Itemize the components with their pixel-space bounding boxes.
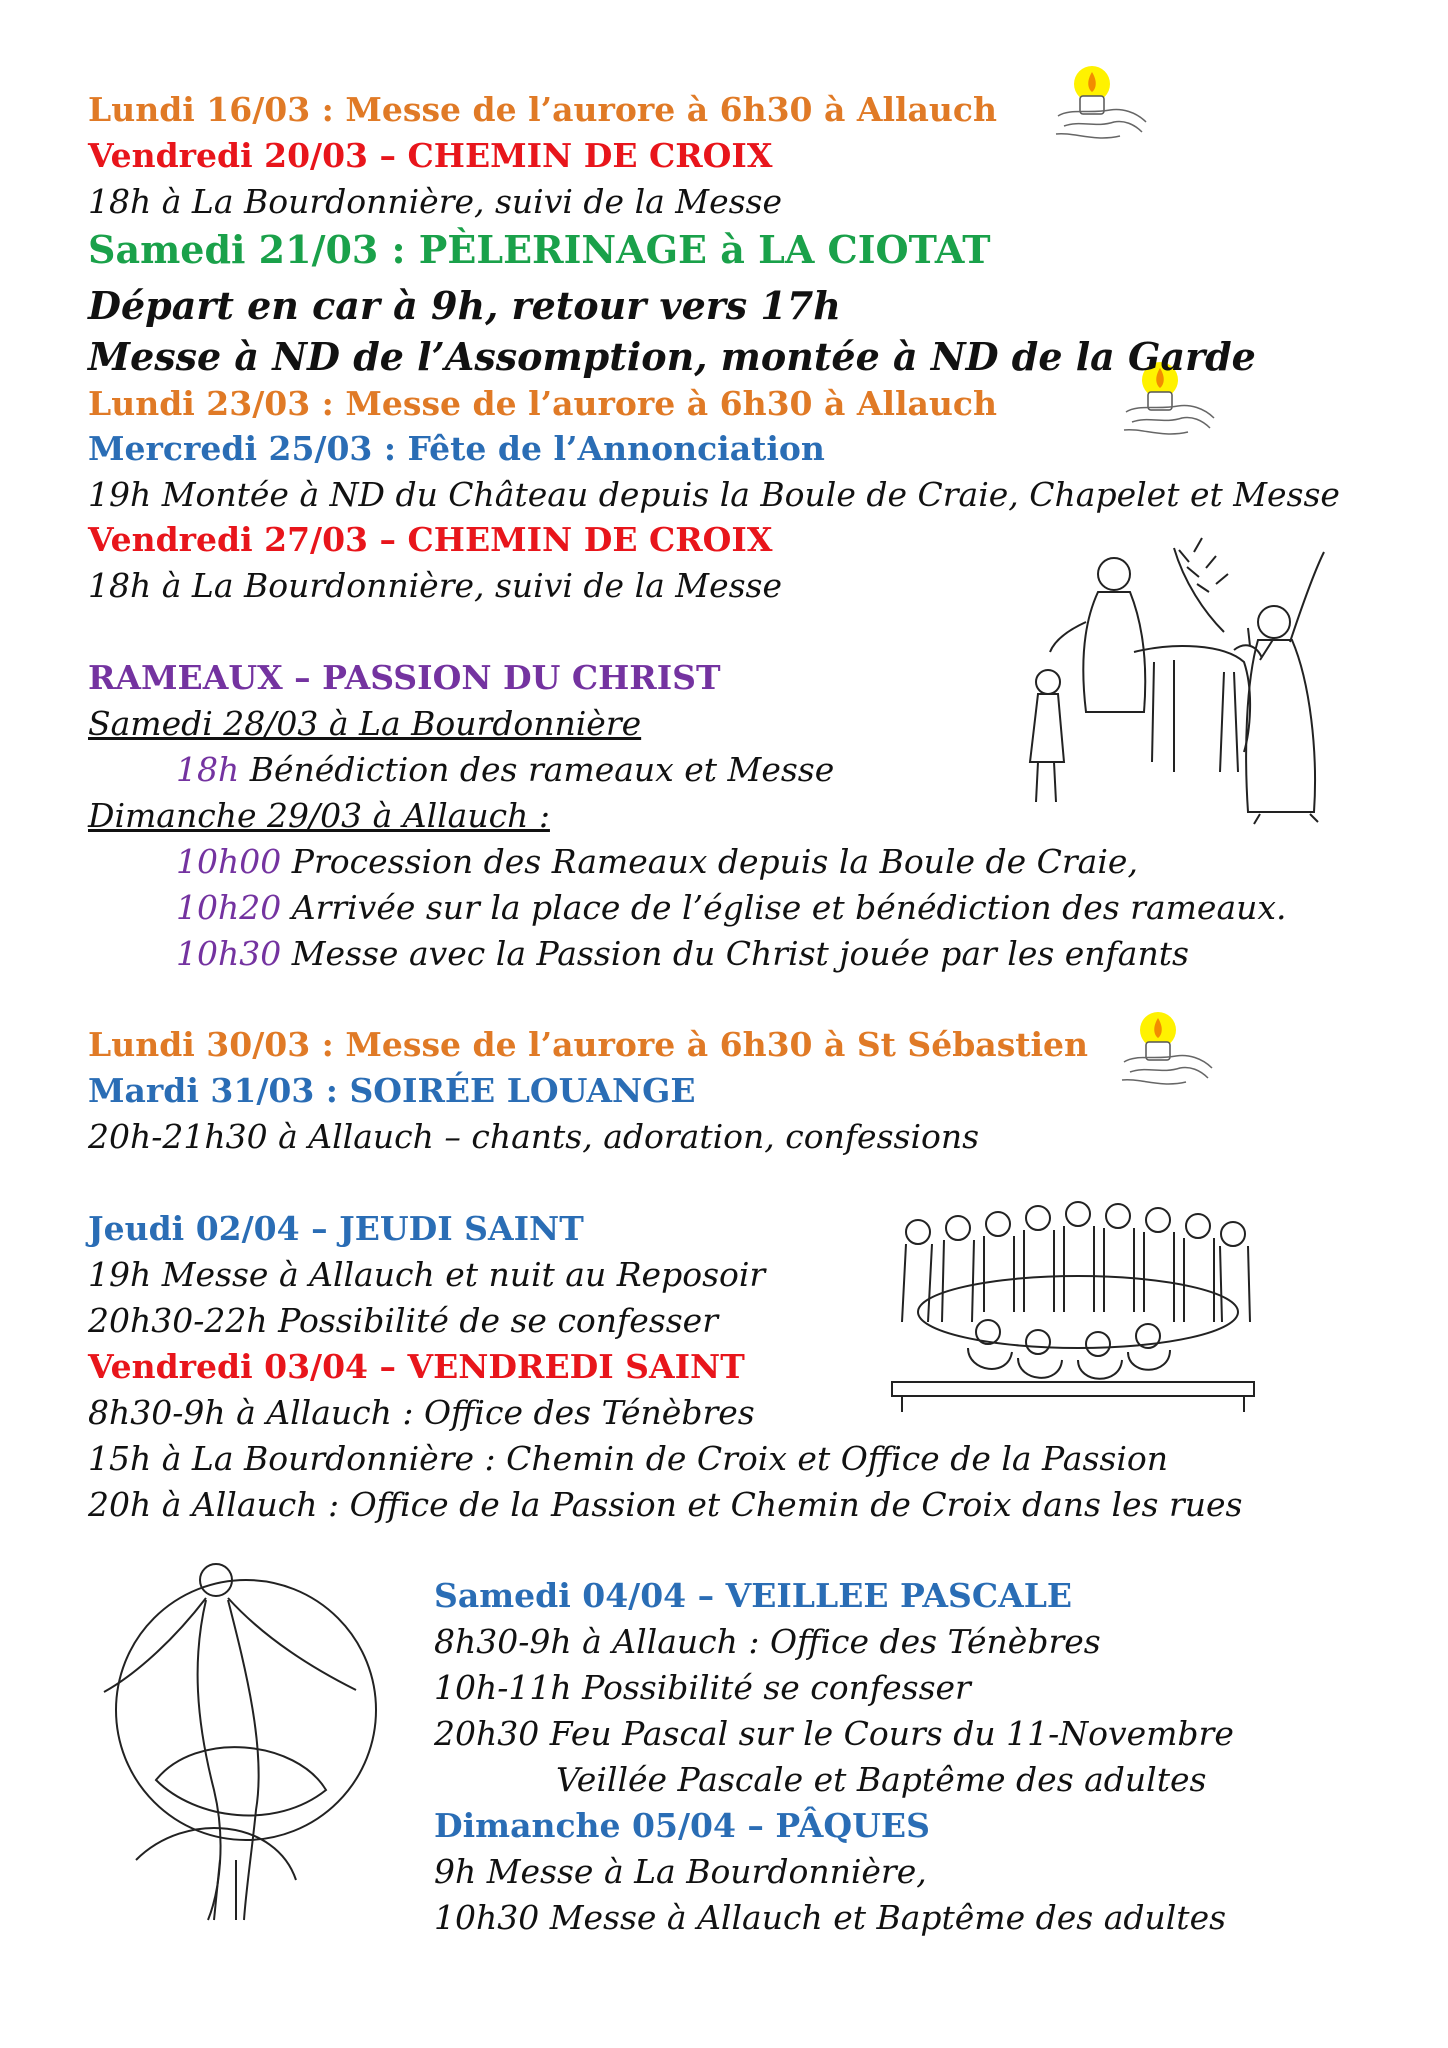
event-veillee-pascale-detail-1: 8h30-9h à Allauch : Office des Ténèbres xyxy=(434,1622,1101,1661)
rameaux-time-3: 10h30 xyxy=(176,934,282,973)
event-vendredi-27-detail: 18h à La Bourdonnière, suivi de la Messe xyxy=(88,566,782,605)
event-samedi-21-title: Samedi 21/03 : PÈLERINAGE à LA CIOTAT xyxy=(88,227,991,272)
event-paques-title: Dimanche 05/04 – PÂQUES xyxy=(434,1806,930,1845)
rameaux-dimanche-line-1 xyxy=(176,841,1138,883)
rameaux-dimanche-heading: Dimanche 29/03 à Allauch : xyxy=(88,796,550,835)
rameaux-time-1: 10h00 xyxy=(176,842,282,881)
event-veillee-pascale-detail-3: 20h30 Feu Pascal sur le Cours du 11-Novembre xyxy=(434,1714,1234,1753)
palm-sunday-illustration xyxy=(1024,532,1344,832)
event-samedi-21-detail-2: Messe à ND de l’Assomption, montée à ND de la Garde xyxy=(88,334,1256,379)
event-vendredi-saint-title: Vendredi 03/04 – VENDREDI SAINT xyxy=(88,1347,745,1386)
event-vendredi-saint-detail-2: 15h à La Bourdonnière : Chemin de Croix et Office de la Passion xyxy=(88,1439,1168,1478)
event-lundi-16: Lundi 16/03 : Messe de l’aurore à 6h30 à Allauch xyxy=(88,90,997,129)
candle-in-hands-icon xyxy=(1050,62,1150,152)
event-veillee-pascale-title: Samedi 04/04 – VEILLEE PASCALE xyxy=(434,1576,1073,1615)
event-mardi-31-title: Mardi 31/03 : SOIRÉE LOUANGE xyxy=(88,1071,696,1110)
risen-christ-illustration xyxy=(96,1560,386,1930)
event-vendredi-27-title: Vendredi 27/03 – CHEMIN DE CROIX xyxy=(88,520,773,559)
event-vendredi-20-detail: 18h à La Bourdonnière, suivi de la Messe xyxy=(88,182,782,221)
event-jeudi-saint-detail-1: 19h Messe à Allauch et nuit au Reposoir xyxy=(88,1255,766,1294)
event-veillee-pascale-detail-4: Veillée Pascale et Baptême des adultes xyxy=(556,1760,1207,1799)
event-mardi-31-detail: 20h-21h30 à Allauch – chants, adoration, confessions xyxy=(88,1117,980,1156)
rameaux-dimanche-line-2 xyxy=(176,887,1286,929)
event-lundi-30: Lundi 30/03 : Messe de l’aurore à 6h30 à St Sébastien xyxy=(88,1025,1089,1064)
rameaux-samedi-time: 18h xyxy=(176,750,240,789)
candle-in-hands-icon xyxy=(1116,1008,1216,1098)
rameaux-samedi-heading: Samedi 28/03 à La Bourdonnière xyxy=(88,704,642,743)
event-paques-detail-1: 9h Messe à La Bourdonnière, xyxy=(434,1852,927,1891)
last-supper-illustration xyxy=(888,1182,1258,1412)
event-jeudi-saint-title: Jeudi 02/04 – JEUDI SAINT xyxy=(88,1209,584,1248)
event-paques-detail-2: 10h30 Messe à Allauch et Baptême des adultes xyxy=(434,1898,1227,1937)
rameaux-samedi-line xyxy=(176,749,834,791)
rameaux-text-2: Arrivée sur la place de l’église et bénédiction des rameaux. xyxy=(281,888,1287,927)
rameaux-samedi-text: Bénédiction des rameaux et Messe xyxy=(239,750,835,789)
section-rameaux-title: RAMEAUX – PASSION DU CHRIST xyxy=(88,658,721,697)
rameaux-text-3: Messe avec la Passion du Christ jouée par les enfants xyxy=(281,934,1189,973)
event-jeudi-saint-detail-2: 20h30-22h Possibilité de se confesser xyxy=(88,1301,718,1340)
event-veillee-pascale-detail-2: 10h-11h Possibilité se confesser xyxy=(434,1668,971,1707)
event-samedi-21-detail-1: Départ en car à 9h, retour vers 17h xyxy=(88,283,841,328)
event-vendredi-saint-detail-3: 20h à Allauch : Office de la Passion et Chemin de Croix dans les rues xyxy=(88,1485,1243,1524)
event-mercredi-25-detail: 19h Montée à ND du Château depuis la Boule de Craie, Chapelet et Messe xyxy=(88,475,1340,514)
event-lundi-23: Lundi 23/03 : Messe de l’aurore à 6h30 à Allauch xyxy=(88,384,997,423)
event-vendredi-20-title: Vendredi 20/03 – CHEMIN DE CROIX xyxy=(88,136,773,175)
rameaux-text-1: Procession des Rameaux depuis la Boule de Craie, xyxy=(281,842,1138,881)
rameaux-time-2: 10h20 xyxy=(176,888,282,927)
rameaux-dimanche-line-3 xyxy=(176,933,1189,975)
event-vendredi-saint-detail-1: 8h30-9h à Allauch : Office des Ténèbres xyxy=(88,1393,755,1432)
event-mercredi-25-title: Mercredi 25/03 : Fête de l’Annonciation xyxy=(88,429,825,468)
